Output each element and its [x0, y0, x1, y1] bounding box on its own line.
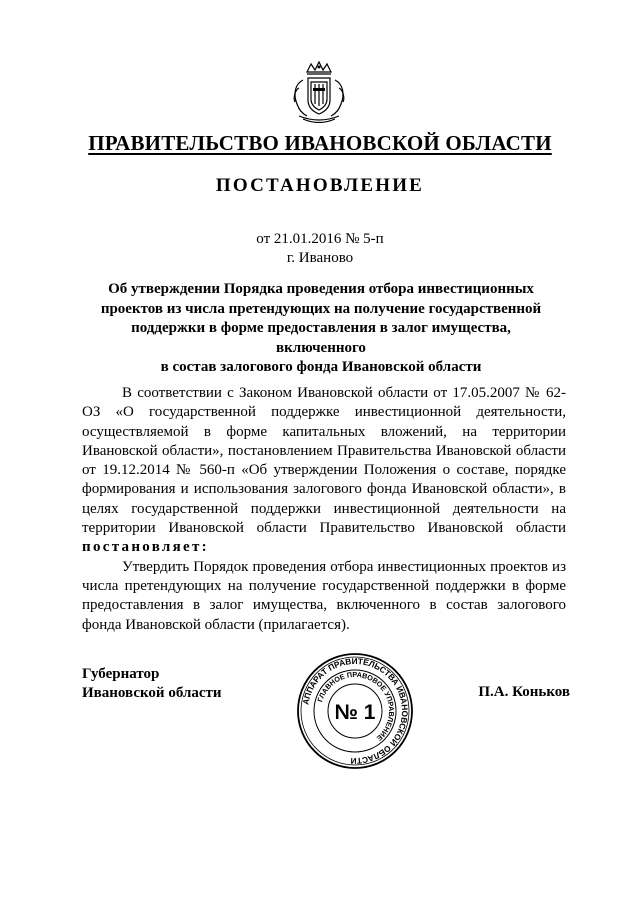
government-title: ПРАВИТЕЛЬСТВО ИВАНОВСКОЙ ОБЛАСТИ: [88, 131, 552, 155]
document-date-number: от 21.01.2016 № 5-п: [256, 231, 384, 247]
position-line: Ивановской области: [82, 685, 222, 701]
seal-inner-text: ГЛАВНОЕ ПРАВОВОЕ УПРАВЛЕНИЕ: [315, 669, 397, 743]
document-body: [82, 384, 566, 635]
position-line: Губернатор: [82, 666, 160, 682]
official-stamp-icon: [296, 652, 414, 770]
preamble-text: В соответствии с Законом Ивановской области от 17.05.2007 № 62-ОЗ «О государственной поддержке инвестиционной деятельности, осуществляемой в форме капитальных вложений, на территории Ивановской области», постановлением Правительства Ивановской области от 19.12.2014 № 560-п «Об утверждении Положения о составе, порядке формирования и использования залогового фонда Ивановской области», в целях государственной поддержки инвестиционной деятельности на территории Ивановской области Правительство Ивановской области: [82, 385, 566, 537]
preamble-paragraph: [82, 384, 566, 558]
signatory-position: [82, 665, 222, 703]
subject-line: Об утверждении Порядка проведения отбора инвестиционных: [108, 281, 534, 297]
coat-of-arms-icon: [289, 58, 349, 123]
document-subject: [92, 280, 550, 378]
subject-line: проектов из числа претендующих на получение государственной: [100, 300, 542, 317]
decree-word: постановляет:: [82, 539, 209, 556]
subject-line: в состав залогового фонда Ивановской области: [160, 359, 482, 375]
seal-number: № 1: [334, 701, 376, 724]
signatory-name: П.А. Коньков: [478, 684, 570, 700]
document-type: ПОСТАНОВЛЕНИЕ: [215, 175, 425, 196]
document-city: г. Иваново: [286, 250, 354, 266]
seal-outer-text: АППАРАТ ПРАВИТЕЛЬСТВА ИВАНОВСКОЙ ОБЛАСТИ: [300, 655, 411, 767]
resolution-paragraph: Утвердить Порядок проведения отбора инвестиционных проектов из числа претендующих на получение государственной поддержки в форме предоставления в залог имущества, включенного в состав залогового фонда Ивановской области (прилагается).: [82, 558, 566, 633]
subject-line: поддержки в форме предоставления в залог имущества, включенного: [131, 320, 511, 356]
